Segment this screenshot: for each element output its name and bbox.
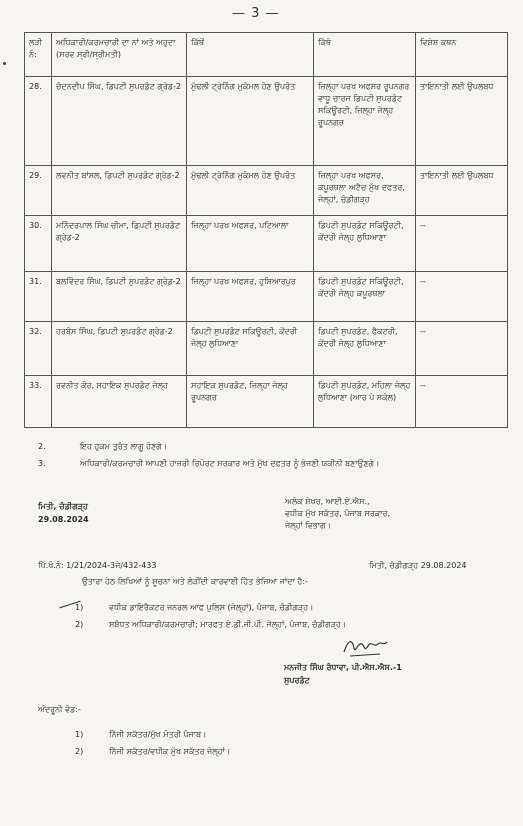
- internal-distribution-list: [75, 726, 230, 760]
- signatory-name: ਅਲੋਕ ਸ਼ੇਖਰ, ਆਈ.ਏ.ਐਸ.,: [285, 497, 370, 506]
- list-number: 1): [75, 603, 84, 612]
- signatory-designation: ਵਧੀਕ ਮੁੱਖ ਸਕੱਤਰ, ਪੰਜਾਬ ਸਰਕਾਰ,: [285, 509, 391, 518]
- cell-from: ਮੁੱਢਲੀ ਟ੍ਰੇਨਿੰਗ ਮੁਕੰਮਲ ਹੋਣ ਉਪਰੰਤ: [187, 166, 314, 216]
- place-date-block: [38, 500, 89, 526]
- header-remarks: ਵਿਸ਼ੇਸ਼ ਕਥਨ: [416, 33, 508, 77]
- note-number: 3.: [38, 459, 46, 468]
- table-row: [25, 166, 508, 216]
- signatory-block-1: [285, 496, 390, 532]
- order-notes: [38, 438, 498, 472]
- signatory-designation: ਸੁਪਰਡੰਟ: [284, 676, 310, 685]
- note-number: 2.: [38, 442, 46, 451]
- cell-name: ਰਵਨੀਤ ਕੌਰ, ਸਹਾਇਕ ਸੁਪਰਡੰਟ ਜੇਲ੍ਹ: [52, 376, 187, 428]
- table-row: [25, 216, 508, 272]
- signatory-block-2: [284, 661, 402, 687]
- list-item: [75, 743, 230, 760]
- list-number: 2): [75, 620, 84, 629]
- cell-remark: --: [416, 216, 508, 272]
- copy-list: [75, 599, 505, 633]
- order-date: 29.08.2024: [38, 515, 89, 524]
- cell-serial: 32.: [25, 322, 52, 376]
- cell-serial: 29.: [25, 166, 52, 216]
- table-header-row: [25, 33, 508, 77]
- endorsement-reference: ਪਿੱ.ਖੰ.ਨੰ: 1/21/2024-3ਜੇ/432-433: [38, 561, 157, 570]
- internal-distribution-label: ਅੰਦਰੂਨੀ ਵੰਡ:-: [38, 705, 81, 714]
- cell-name: ਚੰਦਨਦੀਪ ਸਿੰਘ, ਡਿਪਟੀ ਸੁਪਰਡੰਟ ਗ੍ਰੇਡ-2: [52, 77, 187, 166]
- cell-from: ਜ਼ਿਲ੍ਹਾ ਪਰਖ ਅਫਸਰ, ਪਟਿਆਲਾ: [187, 216, 314, 272]
- list-text: ਸਬੰਧਤ ਅਧਿਕਾਰੀ/ਕਰਮਚਾਰੀ; ਮਾਰਫਤ ਏ.ਡੀ.ਜੀ.ਪੀ. ਜੇਲ੍ਹਾਂ, ਪੰਜਾਬ, ਚੰਡੀਗੜ੍ਹ।: [109, 620, 347, 629]
- cell-from: ਸਹਾਇਕ ਸੁਪਰਡੰਟ, ਜ਼ਿਲ੍ਹਾ ਜੇਲ੍ਹ ਰੂਪਨਗਰ: [187, 376, 314, 428]
- cell-name: ਮਨਿੰਦਰਪਾਲ ਸਿੰਘ ਚੀਮਾ, ਡਿਪਟੀ ਸੁਪਰਡੰਟ ਗ੍ਰੇਡ-2: [52, 216, 187, 272]
- cell-to: ਡਿਪਟੀ ਸੁਪਰਡੰਟ ਸਕਿਊਰਟੀ, ਕੇਂਦਰੀ ਜੇਲ੍ਹ ਲੁਧਿਆਣਾ: [314, 216, 416, 272]
- header-to: ਕਿੱਥੇ: [314, 33, 416, 77]
- cell-to: ਡਿਪਟੀ ਸੁਪਰਡੰਟ ਸਕਿਊਰਟੀ, ਕੇਂਦਰੀ ਜੇਲ੍ਹ ਕਪੂਰਥਲਾ: [314, 272, 416, 322]
- list-text: ਨਿੱਜੀ ਸਕੱਤਰ/ਮੁੱਖ ਮੰਤਰੀ ਪੰਜਾਬ।: [109, 730, 207, 739]
- table-row: [25, 322, 508, 376]
- note-item: [38, 455, 498, 472]
- header-from: ਕਿੱਥੋਂ: [187, 33, 314, 77]
- list-number: 1): [75, 730, 84, 739]
- cell-to: ਜ਼ਿਲ੍ਹਾ ਪਰਖ ਅਫਸਰ, ਕਪੂਰਥਲਾ ਅਟੈਚ ਮੁੱਖ ਦਫਤਰ, ਜੇਲ੍ਹਾਂ, ਚੰਡੀਗੜ੍ਹ: [314, 166, 416, 216]
- list-text: ਨਿੱਜੀ ਸਕੱਤਰ/ਵਧੀਕ ਮੁੱਖ ਸਕੱਤਰ ਜੇਲ੍ਹਾਂ।: [109, 747, 231, 756]
- table-row: [25, 376, 508, 428]
- cell-serial: 33.: [25, 376, 52, 428]
- cell-from: ਡਿਪਟੀ ਸੁਪਰਡੰਟ ਸਕਿਊਰਟੀ, ਕੇਂਦਰੀ ਜੇਲ੍ਹ ਲੁਧਿਆਣਾ: [187, 322, 314, 376]
- signatory-department: ਜੇਲ੍ਹਾਂ ਵਿਭਾਗ।: [285, 521, 332, 530]
- cell-remark: --: [416, 272, 508, 322]
- cell-serial: 28.: [25, 77, 52, 166]
- handwritten-signature-icon: [340, 634, 390, 660]
- note-item: [38, 438, 498, 455]
- endorsement-date: ਮਿਤੀ, ਚੰਡੀਗੜ੍ਹ 29.08.2024: [369, 561, 467, 570]
- cell-remark: --: [416, 322, 508, 376]
- cell-to: ਡਿਪਟੀ ਸੁਪਰਡੰਟ, ਫੈਕਟਰੀ, ਕੇਂਦਰੀ ਜੇਲ੍ਹ ਲੁਧਿਆਣਾ: [314, 322, 416, 376]
- note-text: ਇਹ ਹੁਕਮ ਤੁਰੰਤ ਲਾਗੂ ਹੋਣਗੇ।: [80, 442, 168, 451]
- margin-dot: [3, 62, 6, 65]
- cell-remark: ਤਾਇਨਾਤੀ ਲਈ ਉਪਲਬਧ: [416, 166, 508, 216]
- place-label: ਮਿਤੀ, ਚੰਡੀਗੜ੍ਹ: [38, 502, 88, 511]
- header-serial: ਲੜੀ ਨੰ:: [25, 33, 52, 77]
- list-text: ਵਧੀਕ ਡਾਇਰੈਕਟਰ ਜਨਰਲ ਆਫ ਪੁਲਿਸ (ਜੇਲ੍ਹਾਂ), ਪੰਜਾਬ, ਚੰਡੀਗੜ੍ਹ।: [109, 603, 314, 612]
- page-number: — 3 —: [232, 6, 280, 21]
- cell-serial: 30.: [25, 216, 52, 272]
- cell-to: ਡਿਪਟੀ ਸੁਪਰਡੰਟ, ਮਹਿਲਾ ਜੇਲ੍ਹ ਲੁਧਿਆਣਾ (ਆਰ ਪੇ ਸਕੇਲ): [314, 376, 416, 428]
- cell-from: ਮੁੱਢਲੀ ਟ੍ਰੇਨਿੰਗ ਮੁਕੰਮਲ ਹੋਣ ਉਪਰੰਤ: [187, 77, 314, 166]
- cell-remark: --: [416, 376, 508, 428]
- cell-serial: 31.: [25, 272, 52, 322]
- table-row: [25, 77, 508, 166]
- cell-name: ਹਰਬੰਸ ਸਿੰਘ, ਡਿਪਟੀ ਸੁਪਰਡੰਟ ਗ੍ਰੇਡ-2: [52, 322, 187, 376]
- list-item: [75, 599, 505, 616]
- table-row: [25, 272, 508, 322]
- list-number: 2): [75, 747, 84, 756]
- cell-to: ਜ਼ਿਲ੍ਹਾ ਪਰਖ ਅਫਸਰ ਰੂਪਨਗਰ ਵਾਧੂ ਚਾਰਜ ਡਿਪਟੀ ਸੁਪਰਡੰਟ ਸਕਿਊਰਟੀ, ਜ਼ਿਲ੍ਹਾ ਜੇਲ੍ਹ ਰੂਪਨਗਰ: [314, 77, 416, 166]
- signatory-name: ਮਨਜੀਤ ਸਿੰਘ ਰੰਧਾਵਾ, ਪੀ.ਐਸ.ਐਸ.-1: [284, 663, 402, 672]
- list-item: [75, 726, 230, 743]
- note-text: ਅਧਿਕਾਰੀ/ਕਰਮਚਾਰੀ ਆਪਣੀ ਹਾਜ਼ਰੀ ਰਿਪੋਰਟ ਸਰਕਾਰ ਅਤੇ ਮੁੱਖ ਦਫਤਰ ਨੂੰ ਭੇਜਣੀ ਯਕੀਨੀ ਬਣਾਉਣਗੇ।: [80, 459, 380, 468]
- list-item: [75, 616, 505, 633]
- cell-remark: ਤਾਇਨਾਤੀ ਲਈ ਉਪਲਬਧ: [416, 77, 508, 166]
- header-name: ਅਧਿਕਾਰੀ/ਕਰਮਚਾਰੀ ਦਾ ਨਾਂ ਅਤੇ ਅਹੁਦਾ (ਸਰਵ ਸ੍ਰੀ/ਸ੍ਰੀਮਤੀ): [52, 33, 187, 77]
- cell-from: ਜ਼ਿਲ੍ਹਾ ਪਰਖ ਅਫਸਰ, ਹੁਸ਼ਿਆਰਪੁਰ: [187, 272, 314, 322]
- copy-intro: ਉਤਾਰਾ ਹੇਠ ਲਿਖਿਆਂ ਨੂੰ ਸੂਚਨਾ ਅਤੇ ਲੋੜੀਂਦੀ ਕਾਰਵਾਈ ਹਿੱਤ ਭੇਜਿਆ ਜਾਂਦਾ ਹੈ:-: [82, 577, 308, 586]
- cell-name: ਬਲਵਿੰਦਰ ਸਿੰਘ, ਡਿਪਟੀ ਸੁਪਰਡੰਟ ਗ੍ਰੇਡ-2: [52, 272, 187, 322]
- transfer-table: [24, 32, 508, 428]
- cell-name: ਲਵਨੀਤ ਬਾਂਸਲ, ਡਿਪਟੀ ਸੁਪਰਡੰਟ ਗ੍ਰੇਡ-2: [52, 166, 187, 216]
